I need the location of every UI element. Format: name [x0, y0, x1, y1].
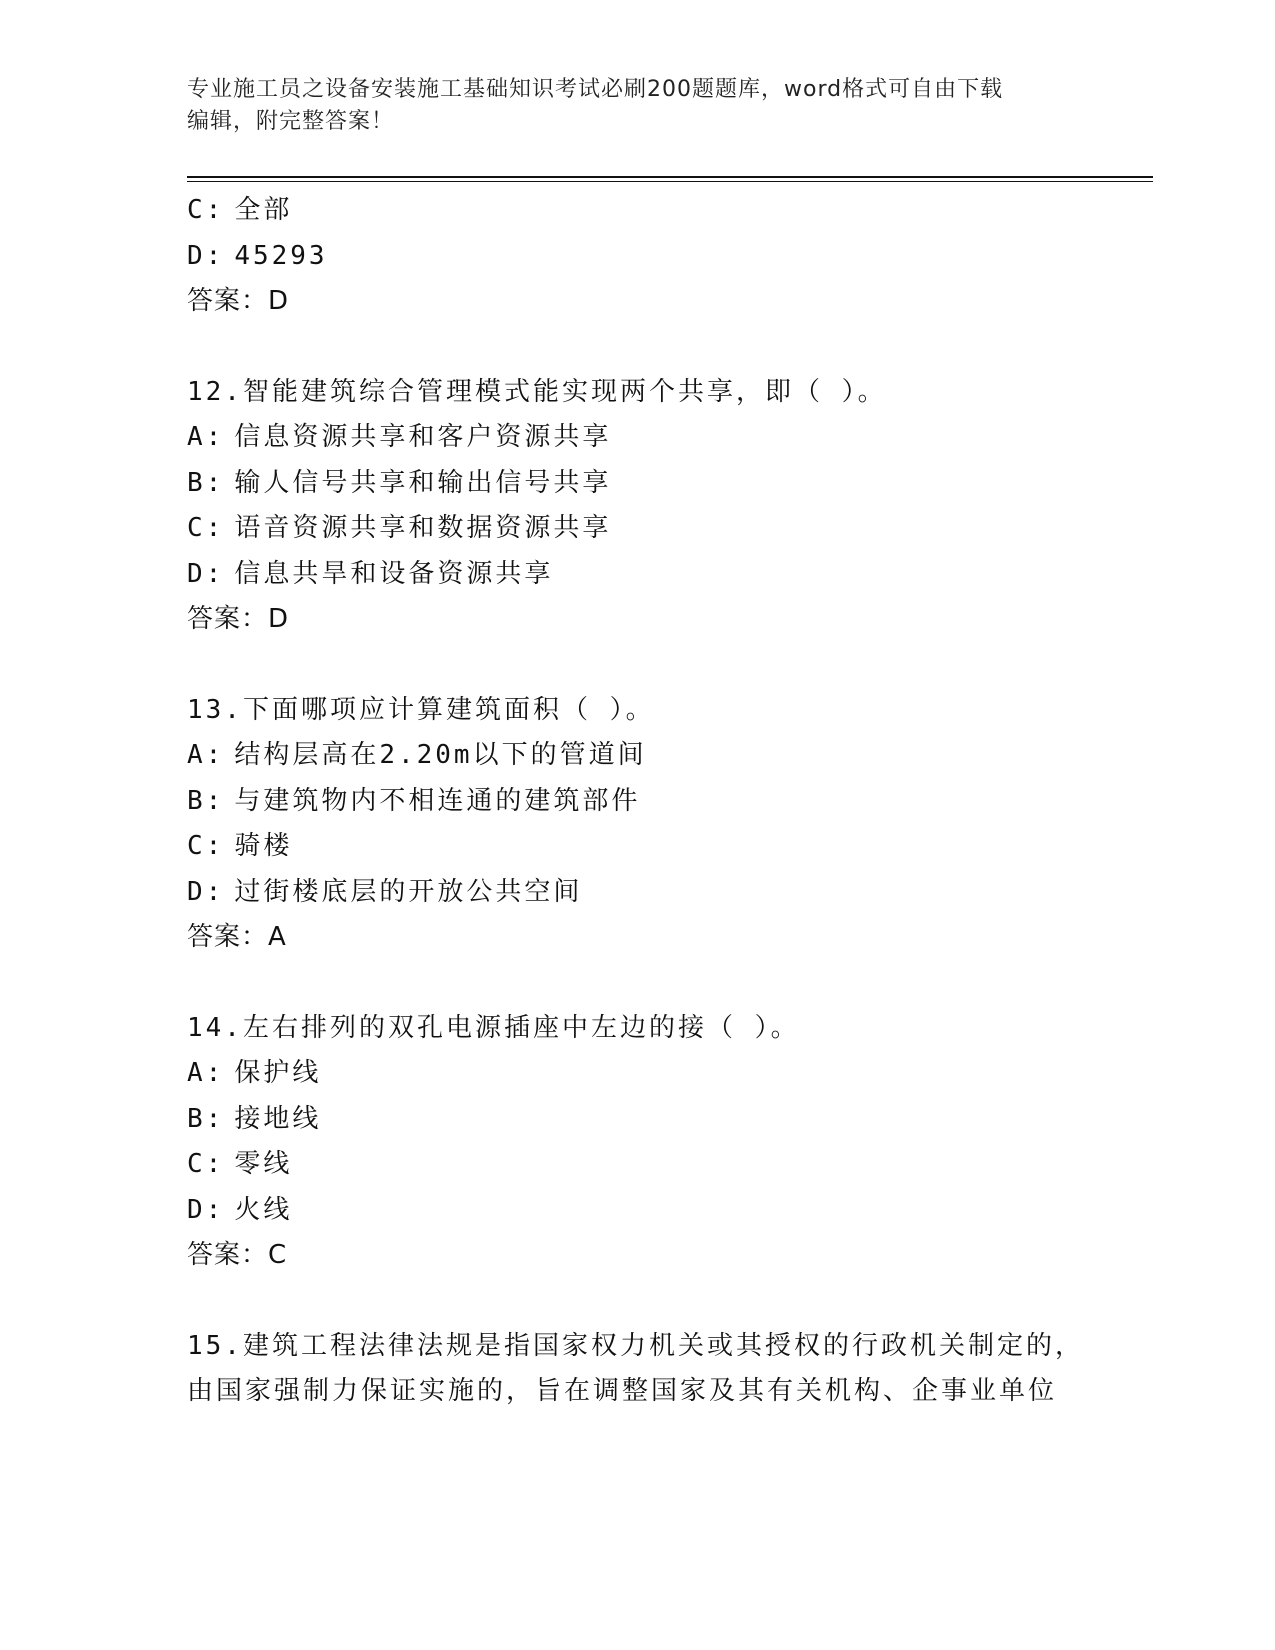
question-stem-line1: 15.建筑工程法律法规是指国家权力机关或其授权的行政机关制定的， — [187, 1330, 1084, 1361]
option-c — [187, 824, 1153, 870]
option-text: 火线 — [234, 1194, 293, 1225]
option-c — [187, 188, 1153, 234]
option-key: C: — [187, 513, 225, 543]
option-text: 接地线 — [234, 1103, 322, 1134]
option-key: C: — [187, 831, 225, 861]
option-text: 45293 — [234, 240, 328, 271]
question-spacer — [187, 961, 1153, 1006]
option-key: D: — [187, 558, 225, 589]
option-b — [187, 1097, 1153, 1143]
option-d — [187, 1188, 1153, 1234]
option-a — [187, 1051, 1153, 1097]
option-text: 全部 — [234, 195, 293, 225]
option-text: 信息共旱和设备资源共享 — [234, 558, 554, 589]
header-title-line2: 编辑，附完整答案！ — [187, 109, 395, 134]
answer-line: 答案：A — [187, 922, 287, 952]
header-rule-thin — [187, 181, 1153, 182]
option-c — [187, 1142, 1153, 1188]
header-title-line1: 专业施工员之设备安装施工基础知识考试必刷200题题库，word格式可自由下载 — [187, 77, 1004, 102]
option-b — [187, 461, 1153, 507]
option-text: 语音资源共享和数据资源共享 — [234, 513, 612, 543]
option-key: B: — [187, 467, 225, 498]
option-d — [187, 870, 1153, 916]
option-text: 信息资源共享和客户资源共享 — [234, 422, 612, 452]
question-stem: 14.左右排列的双孔电源插座中左边的接（ ）。 — [187, 1012, 800, 1043]
option-a — [187, 415, 1153, 461]
option-text: 结构层高在2.20m以下的管道间 — [234, 740, 647, 770]
option-a — [187, 733, 1153, 779]
option-key: C: — [187, 1149, 225, 1179]
option-key: D: — [187, 876, 225, 907]
option-key: C: — [187, 195, 225, 225]
option-key: B: — [187, 1103, 225, 1134]
question-stem: 13.下面哪项应计算建筑面积（ ）。 — [187, 694, 655, 725]
document-header — [187, 74, 1087, 138]
option-b — [187, 779, 1153, 825]
option-text: 输人信号共享和输出信号共享 — [234, 467, 612, 498]
question-stem-line2: 由国家强制力保证实施的，旨在调整国家及其有关机构、企事业单位 — [187, 1376, 1058, 1406]
option-key: D: — [187, 240, 225, 271]
answer-line: 答案：D — [187, 604, 290, 634]
question-spacer — [187, 1279, 1153, 1324]
answer-line: 答案：D — [187, 286, 290, 316]
option-key: D: — [187, 1194, 225, 1225]
option-key: A: — [187, 1058, 225, 1088]
option-text: 保护线 — [234, 1058, 322, 1088]
question-list — [187, 188, 1153, 1415]
question-spacer — [187, 643, 1153, 688]
option-key: A: — [187, 740, 225, 770]
option-text: 过街楼底层的开放公共空间 — [234, 876, 583, 907]
option-text: 骑楼 — [234, 831, 293, 861]
option-d — [187, 234, 1153, 280]
option-key: B: — [187, 785, 225, 816]
option-text: 与建筑物内不相连通的建筑部件 — [234, 785, 641, 816]
question-stem: 12.智能建筑综合管理模式能实现两个共享，即（ ）。 — [187, 376, 887, 407]
option-text: 零线 — [234, 1149, 293, 1179]
option-d — [187, 552, 1153, 598]
option-c — [187, 506, 1153, 552]
option-key: A: — [187, 422, 225, 452]
question-spacer — [187, 325, 1153, 370]
header-rule-thick — [187, 176, 1153, 178]
answer-line: 答案：C — [187, 1240, 288, 1270]
